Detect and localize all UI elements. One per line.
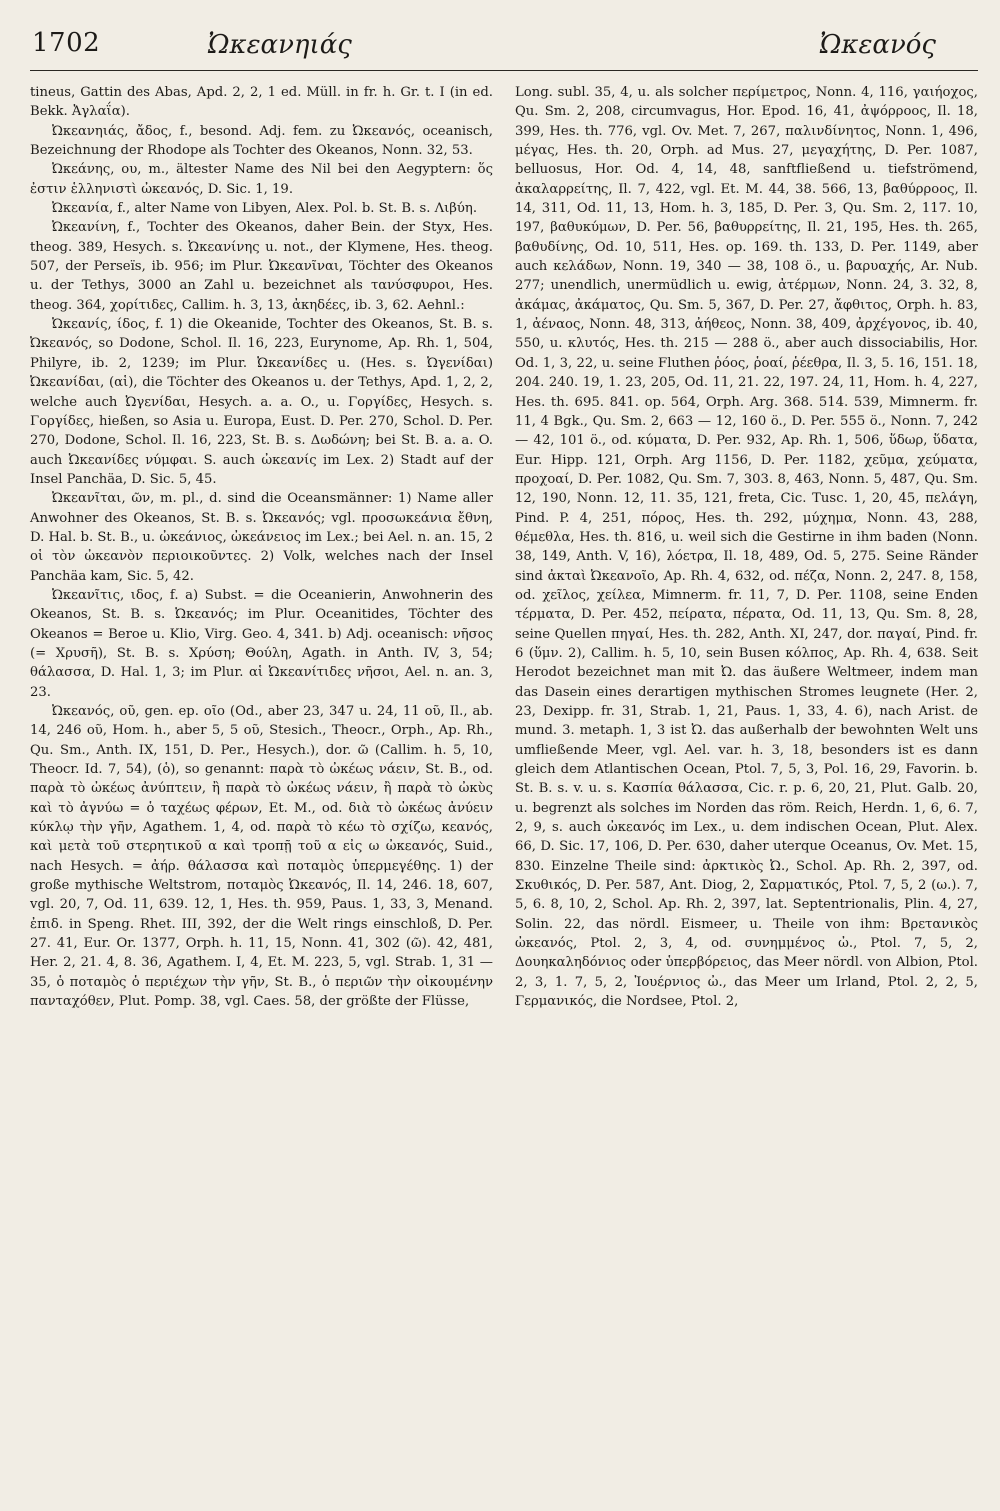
entry-continuation: tineus, Gattin des Abas, Apd. 2, 2, 1 ed. Müll. in fr. h. Gr. t. I (in ed. Bekk. Ἀγλαΐα).	[30, 85, 493, 120]
text-columns	[30, 83, 978, 1012]
dictionary-entry: Ὠκεάνης, ου, m., ältester Name des Nil bei den Aegyptern: ὅς ἐστιν ἑλληνιστὶ ὠκεανός, D. Sic. 1, 19.	[30, 162, 493, 197]
dictionary-entry: Ὠκεανίς, ίδος, f. 1) die Okeanide, Tochter des Okeanos, St. B. s. Ὠκεανός, so Dodone, Schol. Il. 16, 223, Eurynome, Ap. Rh. 1, 504, Philyre, ib. 2, 1239; im Plur. Ὠκεανίδες u. (Hes. s. Ὠγενίδαι) Ὠκεανίδαι, (αἱ), die Töchter des Okeanos u. der Tethys, Apd. 1, 2, 2, welche auch Ὠγενίδαι, Hesych. a. a. O., u. Γοργίδες, Hesych. s. Γοργίδες, hießen, so Asia u. Europa, Eust. D. Per. 270, Schol. D. Per. 270, Dodone, Schol. Il. 16, 223, St. B. s. Δωδώνη; bei St. B. a. a. O. auch Ὠκεανίδες νύμφαι. S. auch ὠκεανίς im Lex. 2) Stadt auf der Insel Panchäa, D. Sic. 5, 45.	[30, 317, 493, 487]
page-header	[30, 18, 978, 71]
dictionary-entry: Ὠκεανίνη, f., Tochter des Okeanos, daher Bein. der Styx, Hes. theog. 389, Hesych. s. Ὠκεανίνης u. not., der Klymene, Hes. theog. 507, der Perseïs, ib. 956; im Plur. Ὠκεανῖναι, Töchter des Okeanos u. der Tethys, 3000 an Zahl u. bezeichnet als τανύσφυροι, Hes. theog. 364, χορίτιδες, Callim. h. 3, 13, ἀκηδέες, ib. 3, 62. Aehnl.:	[30, 220, 493, 313]
entry-continuation: Long. subl. 35, 4, u. als solcher περίμετρος, Nonn. 4, 116, γαιήοχος, Qu. Sm. 2, 208, circumvagus, Hor. Epod. 16, 41, ἀψόρροος, Il. 18, 399, Hes. th. 776, vgl. Ov. Met. 7, 267, παλινδίνητος, Nonn. 1, 496, μέγας, Hes. th. 20, Orph. ad Mus. 27, μεγαχήτης, D. Per. 1087, belluosus, Hor. Od. 4, 14, 48, sanftfließend u. tiefströmend, ἀκαλαρρείτης, Il. 7, 422, vgl. Et. M. 44, 38. 566, 13, βαθύρροος, Il. 14, 311, Od. 11, 13, Hom. h. 3, 185, D. Per. 3, Qu. Sm. 2, 117. 10, 197, βαθυκύμων, D. Per. 56, βαθυρρείτης, Il. 21, 195, Hes. th. 265, βαθυδίνης, Od. 10, 511, Hes. op. 169. th. 133, D. Per. 1149, aber auch κελάδων, Nonn. 19, 340 — 38, 108 ö., u. βαρυαχής, Ar. Nub. 277; unendlich, unermüdlich u. ewig, ἀτέρμων, Nonn. 24, 3. 32, 8, ἀκάμας, ἀκάματος, Qu. Sm. 5, 367, D. Per. 27, ἄφθιτος, Orph. h. 83, 1, ἀέναος, Nonn. 48, 313, ἀήθεος, Nonn. 38, 409, ἀρχέγονος, ib. 40, 550, u. κλυτός, Hes. th. 215 — 288 ö., aber auch dissociabilis, Hor. Od. 1, 3, 22, u. seine Fluthen ῥόος, ῥοαί, ῥέεθρα, Il. 3, 5. 16, 151. 18, 204. 240. 19, 1. 23, 205, Od. 11, 21. 22, 197. 24, 11, Hom. h. 4, 227, Hes. th. 695. 841. op. 564, Orph. Arg. 368. 514. 539, Mimnerm. fr. 11, 4 Bgk., Qu. Sm. 2, 663 — 12, 160 ö., D. Per. 555 ö., Nonn. 7, 242 — 42, 101 ö., od. κύματα, D. Per. 932, Ap. Rh. 1, 506, ὕδωρ, ὕδατα, Eur. Hipp. 121, Orph. Arg 1156, D. Per. 1182, χεῦμα, χεύματα, προχοαί, D. Per. 1082, Qu. Sm. 7, 303. 8, 463, Nonn. 5, 487, Qu. Sm. 12, 190, Nonn. 12, 11. 35, 121, freta, Cic. Tusc. 1, 20, 45, πελάγη, Pind. P. 4, 251, πόρος, Hes. th. 292, μύχημα, Nonn. 43, 288, θέμεθλα, Hes. th. 816, u. weil sich die Gestirne in ihm baden (Nonn. 38, 149, Anth. V, 16), λόετρα, Il. 18, 489, Od. 5, 275. Seine Ränder sind ἀκταὶ Ὠκεανοῖο, Ap. Rh. 4, 632, od. πέζα, Nonn. 2, 247. 8, 158, od. χεῖλος, χείλεα, Mimnerm. fr. 11, 7, D. Per. 1108, seine Enden τέρματα, D. Per. 452, πείρατα, πέρατα, Od. 11, 13, Qu. Sm. 8, 28, seine Quellen πηγαί, Hes. th. 282, Anth. XI, 247, dor. παγαί, Pind. fr. 6 (ὕμν. 2), Callim. h. 5, 10, sein Busen κόλπος, Ap. Rh. 4, 638. Seit Herodot bezeichnet man mit Ὠ. das äußere Weltmeer, indem man das Dasein eines derartigen mythischen Stromes leugnete (Her. 2, 23, Dexipp. fr. 31, Strab. 1, 21, Paus. 1, 33, 4. 6), nach Arist. de mund. 3. metaph. 1, 3 ist Ὠ. das außerhalb der bewohnten Welt uns umfließende Meer, vgl. Ael. var. h. 3, 18, besonders ist es dann gleich dem Atlantischen Ocean, Ptol. 7, 5, 3, Pol. 16, 29, Favorin. b. St. B. s. v. u. s. Κασπία θάλασσα, Cic. r. p. 6, 20, 21, Plut. Galb. 20, u. begrenzt als solches im Norden das röm. Reich, Herdn. 1, 6, 6. 7, 2, 9, s. auch ὠκεανός im Lex., u. dem indischen Ocean, Plut. Alex. 66, D. Sic. 17, 106, D. Per. 630, daher uterque Oceanus, Ov. Met. 15, 830. Einzelne Theile sind: ἀρκτικὸς Ὠ., Schol. Ap. Rh. 2, 397, od. Σκυθικός, D. Per. 587, Ant. Diog, 2, Σαρματικός, Ptol. 7, 5, 2 (ω.). 7, 5, 6. 8, 10, 2, Schol. Ap. Rh. 2, 397, lat. Septentrionalis, Plin. 4, 27, Solin. 22, das nördl. Eismeer, u. Theile von ihm: Βρετανικὸς ὠκεανός, Ptol. 2, 3, 4, od. συνημμένος ὠ., Ptol. 7, 5, 2, Δουηκαληδόνιος oder ὑπερβόρειος, das Meer nördl. von Albion, Ptol. 2, 3, 1. 7, 5, 2, Ἰουέρνιος ὠ., das Meer um Irland, Ptol. 2, 2, 5, Γερμανικός, die Nordsee, Ptol. 2,	[515, 85, 978, 1010]
dictionary-entry: Ὠκεανός, οῦ, gen. ep. οῖο (Od., aber 23, 347 u. 24, 11 οῦ, Il., ab. 14, 246 οῦ, Hom. h., aber 5, 5 οῦ, Stesich., Theocr., Orph., Ap. Rh., Qu. Sm., Anth. IX, 151, D. Per., Hesych.), dor. ῶ (Callim. h. 5, 10, Theocr. Id. 7, 54), (ὁ), so genannt: παρὰ τὸ ὠκέως νάειν, St. B., od. παρὰ τὸ ὠκέως ἀνύπτειν, ἢ παρὰ τὸ ὠκέως νάειν, ἢ παρὰ τὸ ὠκὺς καὶ τὸ ἀγνύω = ὁ ταχέως φέρων, Et. M., od. διὰ τὸ ὠκέως ἀνύειν κύκλῳ τὴν γῆν, Agathem. 1, 4, od. παρὰ τὸ κέω τὸ σχίζω, κεανός, καὶ μετὰ τοῦ στερητικοῦ α καὶ τροπῇ τοῦ α εἰς ω ὠκεανός, Suid., nach Hesych. = ἀήρ. θάλασσα καὶ ποταμὸς ὑπερμεγέθης. 1) der große mythische Weltstrom, ποταμὸς Ὠκεανός, Il. 14, 246. 18, 607, vgl. 20, 7, Od. 11, 639. 12, 1, Hes. th. 959, Paus. 1, 33, 3, Menand. ἐπιδ. in Speng. Rhet. III, 392, der die Welt rings einschloß, D. Per. 27. 41, Eur. Or. 1377, Orph. h. 11, 15, Nonn. 41, 302 (ῶ). 42, 481, Her. 2, 21. 4, 8. 36, Agathem. I, 4, Et. M. 223, 5, vgl. Strab. 1, 31 — 35, ὁ ποταμὸς ὁ περιέχων τὴν γῆν, St. B., ὁ περιῶν τὴν οἰκουμένην πανταχόθεν, Plut. Pomp. 38, vgl. Caes. 58, der größte der Flüsse,	[30, 704, 493, 1010]
left-running-headword: Ὠκεανηιάς	[208, 30, 352, 60]
dictionary-entry: Ὠκεανηιάς, ἄδος, f., besond. Adj. fem. zu Ὠκεανός, oceanisch, Bezeichnung der Rhodope als Tochter des Okeanos, Nonn. 32, 53.	[30, 123, 493, 159]
dictionary-entry: Ὠκεανία, f., alter Name von Libyen, Alex. Pol. b. St. B. s. Λιβύη.	[52, 201, 478, 217]
dictionary-entry: Ὠκεανῖτις, ιδος, f. a) Subst. = die Oceanierin, Anwohnerin des Okeanos, St. B. s. Ὠκεανός; im Plur. Oceanitides, Töchter des Okeanos = Beroe u. Klio, Virg. Geo. 4, 341. b) Adj. oceanisch: νῆσος (= Χρυσῆ), St. B. s. Χρύση; Θούλη, Agath. in Anth. IV, 3, 54; θάλασσα, D. Hal. 1, 3; im Plur. αἱ Ὠκεανίτιδες νῆσοι, Ael. n. an. 3, 23.	[30, 587, 493, 700]
dictionary-entry: Ὠκεανῖται, ῶν, m. pl., d. sind die Oceansmänner: 1) Name aller Anwohner des Okeanos, St. B. s. Ὠκεανός; vgl. προσωκεάνια ἔθνη, D. Hal. b. St. B., u. ὠκεάνιος, ὠκεάνειος im Lex.; bei Ael. n. an. 15, 2 οἱ τὸν ὠκεανὸν περιοικοῦντες. 2) Volk, welches nach der Insel Panchäa kam, Sic. 5, 42.	[30, 491, 493, 584]
page-number: 1702	[32, 28, 101, 58]
right-running-headword: Ὠκεανός	[819, 30, 936, 60]
left-column	[30, 83, 493, 1012]
right-column	[515, 83, 978, 1012]
